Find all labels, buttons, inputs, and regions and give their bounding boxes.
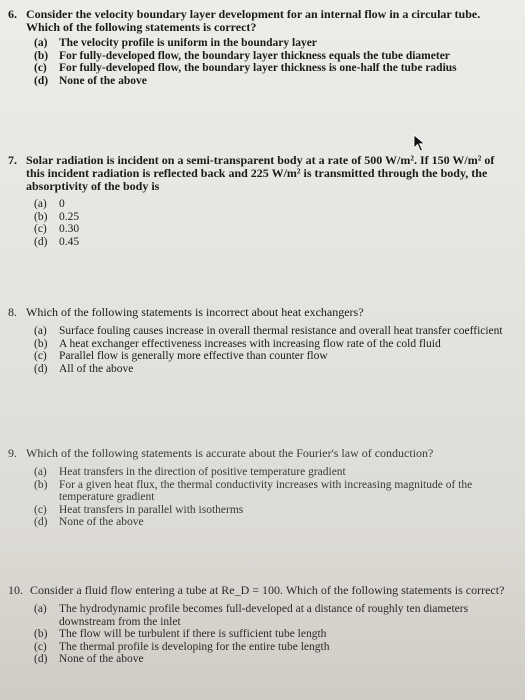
- option-c[interactable]: (c) For fully-developed flow, the boundary layer thickness is one-half the tube radius: [34, 62, 457, 74]
- option-c[interactable]: (c) Heat transfers in parallel with isotherms: [34, 503, 244, 516]
- question-stem: Which of the following statements is incorrect about heat exchangers?: [26, 305, 364, 319]
- question-stem: Consider a fluid flow entering a tube at Re_D = 100. Which of the following statements is correct?: [30, 583, 505, 597]
- option-c[interactable]: (c) The thermal profile is developing for the entire tube length: [34, 640, 330, 653]
- option-d[interactable]: (d) None of the above: [34, 74, 147, 87]
- question-number: 7.: [8, 153, 17, 167]
- option-list: [34, 466, 513, 529]
- option-c[interactable]: (c) Parallel flow is generally more effective than counter flow: [34, 350, 328, 362]
- question-stem: Solar radiation is incident on a semi-transparent body at a rate of 500 W/m². If 150 W/m² of this incident radiation is reflected back and 225 W/m² is transmitted through the body, the absorptivity of the body is: [26, 153, 495, 193]
- question-number: 9.: [8, 446, 17, 460]
- option-a[interactable]: (a) The velocity profile is uniform in the boundary layer: [34, 37, 317, 49]
- question-6: [8, 8, 513, 87]
- option-a[interactable]: (a) The hydrodynamic profile becomes full-developed at a distance of roughly ten diameters downstream from the inlet: [34, 603, 469, 628]
- question-stem: Consider the velocity boundary layer development for an internal flow in a circular tube. Which of the following statements is correct?: [26, 7, 481, 34]
- option-b[interactable]: (b) For a given heat flux, the thermal conductivity increases with increasing magnitude of the temperature gradient: [34, 478, 473, 503]
- question-stem: Which of the following statements is accurate about the Fourier's law of conduction?: [26, 446, 434, 460]
- mouse-pointer-icon: [413, 134, 427, 152]
- option-b[interactable]: (b) For fully-developed flow, the boundary layer thickness equals the tube diameter: [34, 49, 450, 62]
- option-a[interactable]: (a) 0: [34, 198, 65, 210]
- option-d[interactable]: (d) None of the above: [34, 516, 144, 528]
- option-list: [34, 37, 513, 87]
- option-a[interactable]: (a) Surface fouling causes increase in overall thermal resistance and overall heat transfer coefficient: [34, 325, 503, 337]
- option-d[interactable]: (d) None of the above: [34, 653, 144, 665]
- option-b[interactable]: (b) A heat exchanger effectiveness increases with increasing flow rate of the cold fluid: [34, 337, 441, 350]
- option-b[interactable]: (b) The flow will be turbulent if there is sufficient tube length: [34, 628, 327, 640]
- option-c[interactable]: (c) 0.30: [34, 223, 80, 235]
- question-number: 10.: [8, 583, 23, 597]
- option-d[interactable]: (d) 0.45: [34, 235, 80, 248]
- question-8: [8, 306, 513, 375]
- question-10: [8, 584, 513, 666]
- question-7: [8, 154, 513, 248]
- question-number: 6.: [8, 7, 17, 21]
- option-b[interactable]: (b) 0.25: [34, 210, 80, 223]
- question-number: 8.: [8, 305, 17, 319]
- option-list: [34, 198, 513, 248]
- question-9: [8, 447, 513, 529]
- option-a[interactable]: (a) Heat transfers in the direction of positive temperature gradient: [34, 466, 346, 478]
- option-d[interactable]: (d) All of the above: [34, 362, 134, 375]
- option-list: [34, 325, 513, 375]
- option-list: [34, 603, 513, 666]
